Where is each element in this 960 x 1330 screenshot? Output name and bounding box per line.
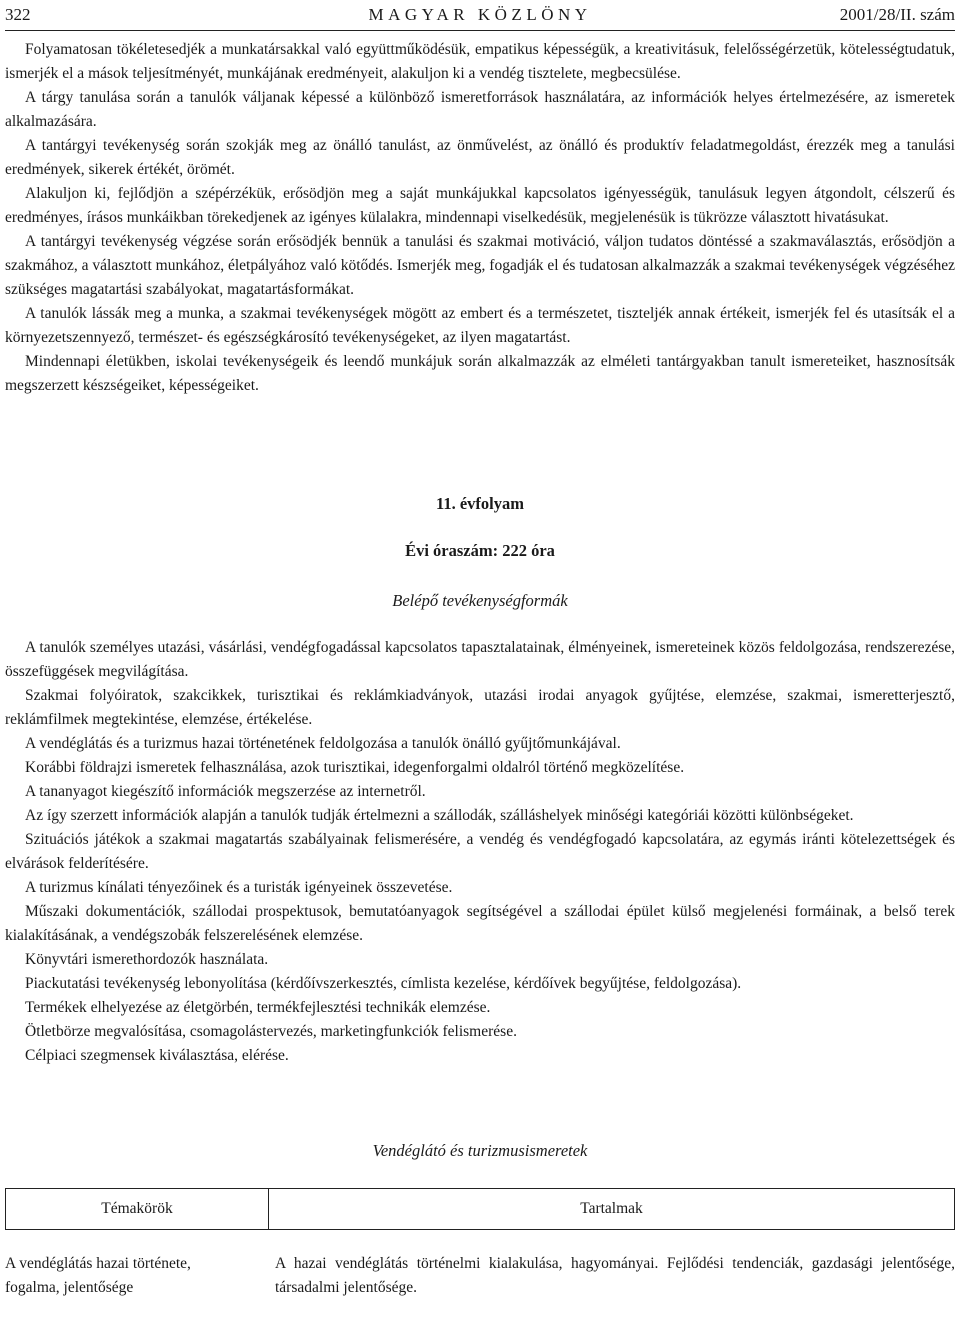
paragraph: Célpiaci szegmensek kiválasztása, elérése.: [25, 1047, 289, 1064]
page-header: [5, 0, 955, 31]
paragraph: Mindennapi életükben, iskolai tevékenységeik és leendő munkájuk során alkalmazzák az elméleti tantárgyakban tanult ismereteiket, hasznosítsák megszerzett készségeiket, képességeiket.: [5, 353, 955, 394]
page-number: 322: [5, 5, 31, 24]
paragraph: A vendéglátás és a turizmus hazai történetének feldolgozása a tanulók önálló gyűjtőmunkájával.: [25, 735, 621, 752]
paragraph: Korábbi földrajzi ismeretek felhasználása, azok turisztikai, idegenforgalmi oldalról történő megközelítése.: [25, 759, 685, 776]
grade-heading: 11. évfolyam: [436, 494, 524, 513]
paragraph: Szituációs játékok a szakmai magatartás szabályainak felismerésére, a vendég és vendégfogadó kapcsolatára, az egymás iránti kötelezettségek és elvárások felderítésére.: [5, 831, 955, 872]
paragraph: A tanulók lássák meg a munka, a szakmai tevékenységek mögött az embert és a természetet, tiszteljék annak értékeit, ismerjék fel és utasítsák el a környezetszennyező, természet- és egészségkárosító tevékenységeket, az ilyen magatartást.: [5, 305, 955, 346]
paragraph: Alakuljon ki, fejlődjön a szépérzékük, erősödjön meg a saját munkájukkal kapcsolatos igényességük, tanulásuk legyen átgondolt, célszerű és eredményes, írásos munkáikban törekedjenek az igényes külalakra, mindennapi viselkedésük, megjelenésük is tükrözze választott hivatásukat.: [5, 185, 955, 226]
paragraph: A tantárgyi tevékenység végzése során erősödjék bennük a tanulási és szakmai motiváció, váljon tudatos döntéssé a szakmaválasztás, erősödjön a szakmához, a választott munkához, életpályához való kötődés. Ismerjék meg, fogadják el és tudatosan alkalmazzák a szakmai tevékenységek végzéséhez szükséges magatartási szabályokat, magatartásformákat.: [5, 233, 955, 298]
paragraph: Termékek elhelyezése az életgörbén, termékfejlesztési technikák elemzése.: [25, 999, 491, 1016]
paragraph: A tantárgyi tevékenység során szokják meg az önálló tanulást, az önművelést, az önálló és produktív feladatmegoldást, érezzék meg a tanulási eredmények, sikerek értékét, örömét.: [5, 137, 955, 178]
document-page: [5, 0, 955, 1296]
intro-text: [5, 38, 955, 398]
hours-heading: Évi óraszám: 222 óra: [405, 541, 555, 560]
subject-title: Vendéglátó és turizmusismeretek: [372, 1141, 588, 1160]
topics-table-header: [5, 1188, 955, 1230]
paragraph: Könyvtári ismerethordozók használata.: [25, 951, 269, 968]
issue-number: 2001/28/II. szám: [839, 5, 955, 24]
column-header-contents: Tartalmak: [269, 1189, 955, 1230]
paragraph: A tárgy tanulása során a tanulók váljanak képessé a különböző ismeretforrások használatára, az információk helyes értelmezésére, az ismeretek alkalmazására.: [5, 89, 955, 130]
topic-cell: A vendéglátás hazai története, fogalma, jelentősége: [5, 1255, 191, 1296]
publication-title: MAGYAR KÖZLÖNY: [368, 5, 592, 24]
column-header-topics: Témakörök: [6, 1189, 269, 1230]
paragraph: A turizmus kínálati tényezőinek és a turisták igényeinek összevetése.: [25, 879, 453, 896]
activities-text: [5, 636, 955, 1068]
paragraph: Műszaki dokumentációk, szállodai prospektusok, bemutatóanyagok segítségével a szállodai épület külső megjelenési formáinak, a belső terek kialakításának, a vendégszobák felszerelésének elemzése.: [5, 903, 955, 944]
entry-activities-heading: Belépő tevékenységformák: [392, 591, 568, 610]
paragraph: A tananyagot kiegészítő információk megszerzése az internetről.: [25, 783, 426, 800]
paragraph: Piackutatási tevékenység lebonyolítása (kérdőívszerkesztés, címlista kezelése, kérdőívek begyűjtése, feldolgozása).: [25, 975, 742, 992]
content-cell: A hazai vendéglátás történelmi kialakulása, hagyományai. Fejlődési tendenciák, gazdasági jelentősége, társadalmi jelentősége.: [275, 1255, 955, 1296]
paragraph: Az így szerzett információk alapján a tanulók tudják értelmezni a szállodák, szálláshelyek minőségi kategóriái közötti különbségeket.: [25, 807, 854, 824]
paragraph: Folyamatosan tökéletesedjék a munkatársakkal való együttműködésük, empatikus képességük, a kreativitásuk, felelősségérzetük, kötelességtudatuk, ismerjék el a mások teljesítményét, munkájának eredményeit, alakuljon ki a vendég tisztelete, megbecsülése.: [5, 41, 955, 82]
paragraph: Ötletbörze megvalósítása, csomagolástervezés, marketingfunkciók felismerése.: [25, 1023, 517, 1040]
paragraph: A tanulók személyes utazási, vásárlási, vendégfogadással kapcsolatos tapasztalatainak, élményeinek, ismereteinek közös feldolgozása, rendszerezése, összefüggések megvilágítása.: [5, 639, 955, 680]
paragraph: Szakmai folyóiratok, szakcikkek, turisztikai és reklámkiadványok, utazási irodai anyagok gyűjtése, elemzése, szakmai, ismeretterjesztő, reklámfilmek megtekintése, elemzése, értékelése.: [5, 687, 955, 728]
